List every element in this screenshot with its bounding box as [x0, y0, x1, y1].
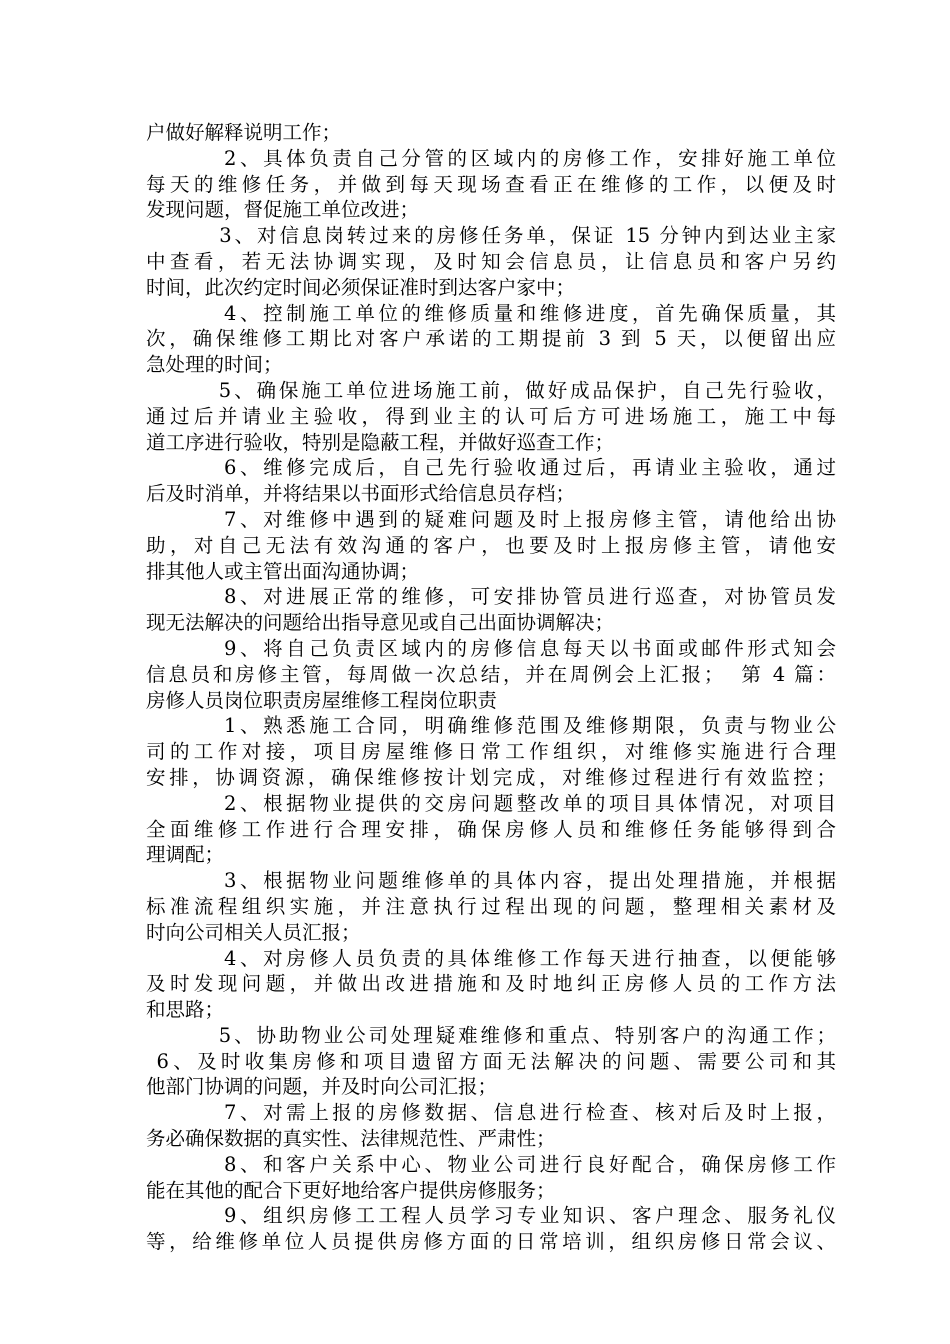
text-line: 8、和客户关系中心、物业公司进行良好配合，确保房修工作 — [146, 1152, 836, 1176]
text-line: 安排，协调资源，确保维修按计划完成，对维修过程进行有效监控； — [146, 765, 836, 789]
text-line: 标准流程组织实施，并注意执行过程出现的问题，整理相关素材及 — [146, 894, 836, 918]
text-line: 排其他人或主管出面沟通协调； — [146, 559, 420, 583]
text-line: 7、对维修中遇到的疑难问题及时上报房修主管，请他给出协 — [146, 507, 836, 531]
text-line: 9、组织房修工工程人员学习专业知识、客户理念、服务礼仪 — [146, 1204, 836, 1228]
text-line: 和思路； — [146, 998, 225, 1022]
text-line: 时向公司相关人员汇报； — [146, 920, 361, 944]
text-line: 2、根据物业提供的交房问题整改单的项目具体情况，对项目 — [146, 791, 836, 815]
text-line: 房修人员岗位职责房屋维修工程岗位职责 — [146, 688, 498, 712]
text-line: 4、对房修人员负责的具体维修工作每天进行抽查，以便能够 — [146, 946, 836, 970]
text-line: 能在其他的配合下更好地给客户提供房修服务； — [146, 1178, 556, 1202]
text-line: 全面维修工作进行合理安排，确保房修人员和维修任务能够得到合 — [146, 817, 836, 841]
text-line: 务必确保数据的真实性、法律规范性、严肃性； — [146, 1127, 556, 1151]
text-line: 5、协助物业公司处理疑难维修和重点、特别客户的沟通工作； — [146, 1023, 836, 1047]
text-line: 3、对信息岗转过来的房修任务单，保证 15 分钟内到达业主家 — [146, 224, 836, 248]
text-line: 2、具体负责自己分管的区域内的房修工作，安排好施工单位 — [146, 146, 836, 170]
text-line: 1、熟悉施工合同，明确维修范围及维修期限，负责与物业公 — [146, 714, 836, 738]
text-line: 6、维修完成后，自己先行验收通过后，再请业主验收，通过 — [146, 456, 836, 480]
text-line: 时间，此次约定时间必须保证准时到达客户家中； — [146, 275, 576, 299]
text-line: 道工序进行验收，特别是隐蔽工程，并做好巡查工作； — [146, 430, 615, 454]
text-line: 9、将自己负责区域内的房修信息每天以书面或邮件形式知会 — [146, 636, 836, 660]
text-line: 次，确保维修工期比对客户承诺的工期提前 3 到 5 天，以便留出应 — [146, 327, 836, 351]
text-line: 7、对需上报的房修数据、信息进行检查、核对后及时上报， — [146, 1101, 836, 1125]
text-line: 理调配； — [146, 843, 225, 867]
text-line: 3、根据物业问题维修单的具体内容，提出处理措施，并根据 — [146, 869, 836, 893]
text-line: 后及时消单，并将结果以书面形式给信息员存档； — [146, 482, 576, 506]
text-line: 发现问题，督促施工单位改进； — [146, 198, 420, 222]
text-line: 信息员和房修主管，每周做一次总结，并在周例会上汇报； 第 4 篇： — [146, 662, 836, 686]
text-line: 及时发现问题，并做出改进措施和及时地纠正房修人员的工作方法 — [146, 972, 836, 996]
text-line: 通过后并请业主验收，得到业主的认可后方可进场施工，施工中每 — [146, 404, 836, 428]
text-line: 户做好解释说明工作； — [146, 121, 342, 144]
text-line: 6、及时收集房修和项目遗留方面无法解决的问题、需要公司和其 — [146, 1049, 836, 1073]
text-line: 5、确保施工单位进场施工前，做好成品保护，自己先行验收， — [146, 378, 836, 402]
text-line: 司的工作对接，项目房屋维修日常工作组织，对维修实施进行合理 — [146, 740, 836, 764]
text-line: 他部门协调的问题，并及时向公司汇报； — [146, 1075, 498, 1099]
text-line: 助，对自己无法有效沟通的客户，也要及时上报房修主管，请他安 — [146, 533, 836, 557]
text-line: 等，给维修单位人员提供房修方面的日常培训，组织房修日常会议、 — [146, 1230, 836, 1254]
text-line: 8、对进展正常的维修，可安排协管员进行巡查，对协管员发 — [146, 585, 836, 609]
document-body — [146, 120, 836, 1255]
text-line: 中查看，若无法协调实现，及时知会信息员，让信息员和客户另约 — [146, 249, 836, 273]
text-line: 急处理的时间； — [146, 353, 283, 377]
text-line: 4、控制施工单位的维修质量和维修进度，首先确保质量，其 — [146, 301, 836, 325]
text-line: 每天的维修任务，并做到每天现场查看正在维修的工作，以便及时 — [146, 172, 836, 196]
text-line: 现无法解决的问题给出指导意见或自己出面协调解决； — [146, 611, 615, 635]
